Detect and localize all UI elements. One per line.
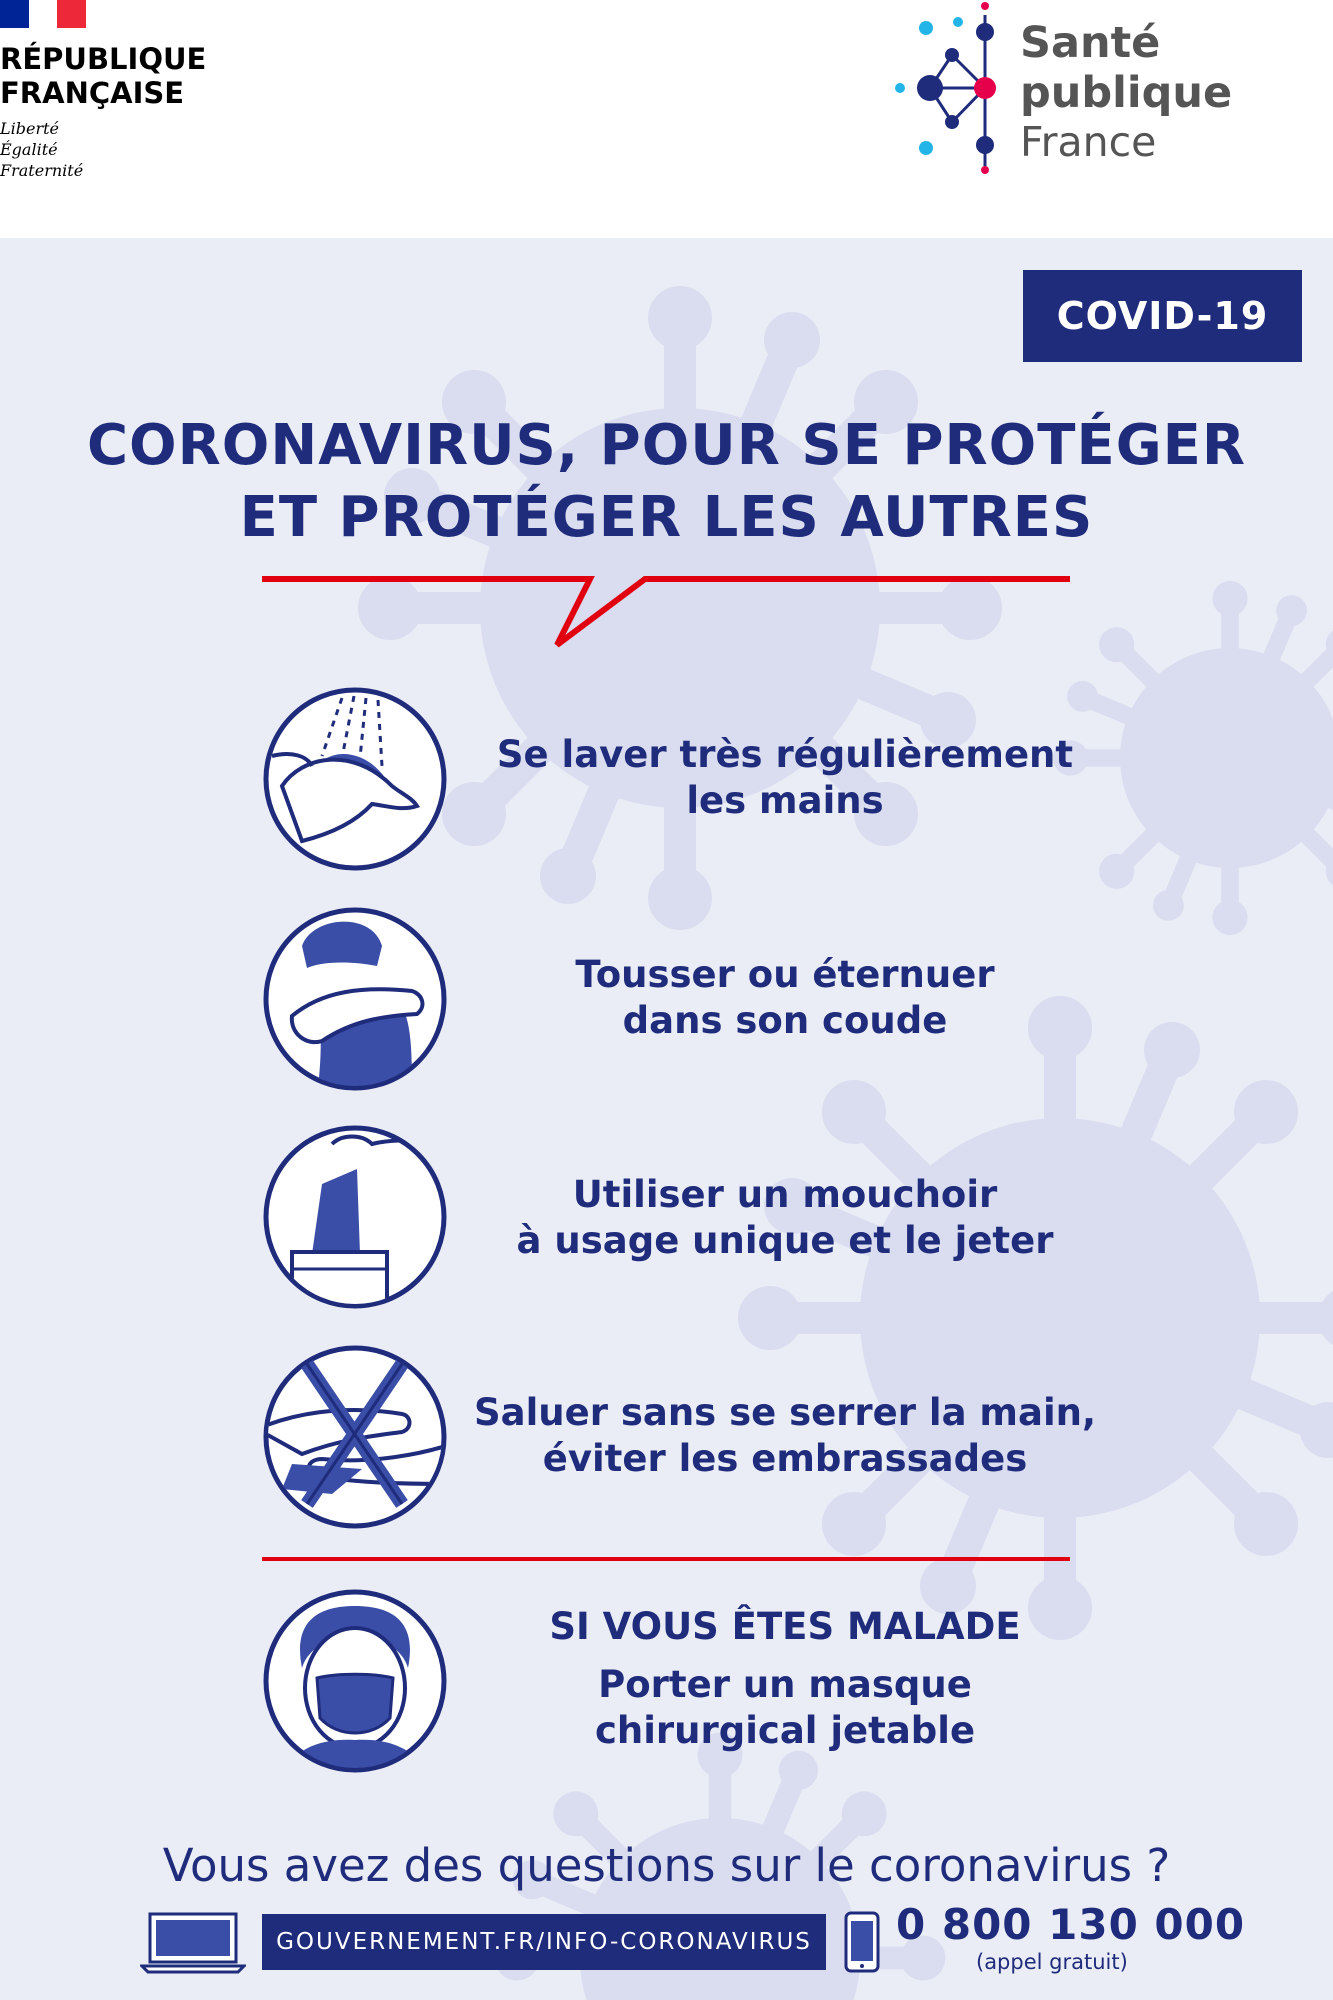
- sante-publique-france-name: [1020, 18, 1232, 166]
- title-line-2: ET PROTÉGER LES AUTRES: [239, 485, 1094, 550]
- gesture-caption-2: [460, 952, 1110, 1044]
- header: [0, 0, 1333, 238]
- motto-fraternite: Fraternité: [0, 161, 84, 180]
- spf-line-1: Santé: [1020, 18, 1161, 68]
- gesture-caption-1: [460, 732, 1110, 824]
- malade-caption: [460, 1662, 1110, 1754]
- motto-liberte: Liberté: [0, 119, 59, 138]
- gesture-caption-3: [460, 1172, 1110, 1264]
- spf-line-2: publique: [1020, 68, 1233, 118]
- surgical-mask-icon: [262, 1588, 448, 1774]
- republique-line-1: RÉPUBLIQUE: [0, 42, 207, 76]
- gesture-2-line-2: dans son coude: [622, 999, 948, 1042]
- poster-title: [60, 410, 1273, 554]
- red-divider: [262, 1557, 1070, 1561]
- questions-text: Vous avez des questions sur le coronavirus ?: [162, 1839, 1171, 1892]
- no-handshake-icon: [262, 1344, 448, 1530]
- malade-title: SI VOUS ÊTES MALADE: [549, 1605, 1021, 1648]
- cough-elbow-icon: [262, 906, 448, 1092]
- gesture-3-line-1: Utiliser un mouchoir: [572, 1173, 998, 1216]
- republique-francaise-name: [0, 42, 206, 110]
- malade-line-2: chirurgical jetable: [594, 1709, 976, 1752]
- marianne-flag-logo: [0, 0, 86, 28]
- speech-bubble-underline: [260, 570, 1080, 650]
- gesture-1-line-1: Se laver très régulièrement: [496, 733, 1074, 776]
- gesture-4-line-2: éviter les embrassades: [542, 1437, 1028, 1480]
- tissue-bin-icon: [262, 1124, 448, 1310]
- phone-note: (appel gratuit): [976, 1950, 1128, 1974]
- gesture-2-line-1: Tousser ou éternuer: [575, 953, 995, 996]
- gesture-caption-4: [460, 1390, 1110, 1482]
- covid-19-badge: COVID-19: [1023, 270, 1302, 362]
- phone-icon: [844, 1911, 880, 1973]
- republique-motto: [0, 118, 83, 181]
- phone-number[interactable]: 0 800 130 000: [896, 1900, 1246, 1949]
- gesture-4-line-1: Saluer sans se serrer la main,: [473, 1391, 1097, 1434]
- sante-publique-network-logo: [890, 0, 1010, 180]
- spf-line-3: France: [1020, 118, 1157, 166]
- gesture-3-line-2: à usage unique et le jeter: [516, 1219, 1054, 1262]
- malade-line-1: Porter un masque: [598, 1663, 972, 1706]
- republique-line-2: FRANÇAISE: [0, 76, 185, 110]
- info-coronavirus-url[interactable]: GOUVERNEMENT.FR/INFO-CORONAVIRUS: [262, 1914, 826, 1970]
- hand-washing-icon: [262, 686, 448, 872]
- motto-egalite: Égalité: [0, 140, 58, 159]
- gesture-1-line-2: les mains: [686, 779, 884, 822]
- laptop-icon: [140, 1912, 246, 1974]
- title-line-1: CORONAVIRUS, POUR SE PROTÉGER: [86, 413, 1247, 478]
